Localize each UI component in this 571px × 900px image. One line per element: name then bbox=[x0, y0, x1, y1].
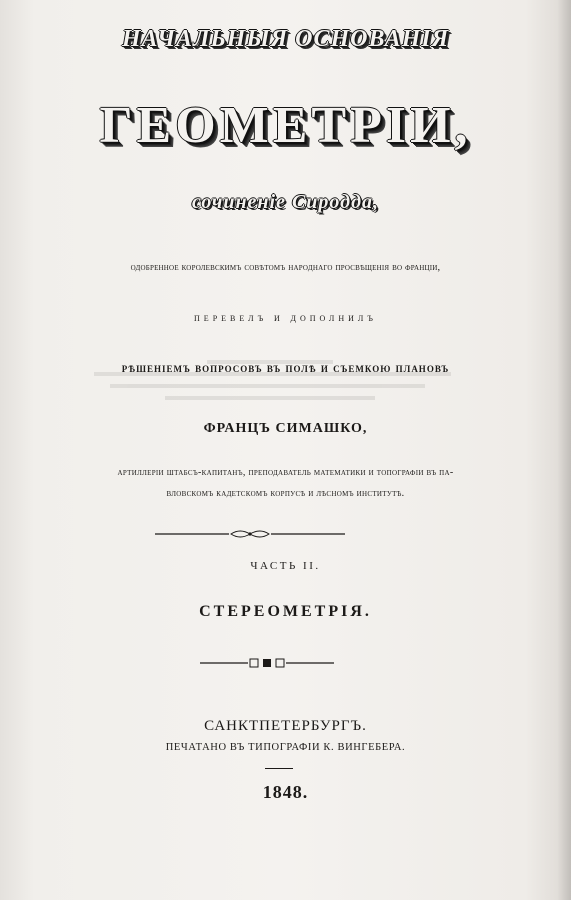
main-title: ГЕОМЕТРІИ, bbox=[99, 97, 472, 154]
author-line: сочиненіе Сиродда, bbox=[191, 191, 380, 213]
part-number: ЧАСТЬ II. bbox=[250, 560, 321, 572]
part-title: СТЕРЕОМЕТРІЯ. bbox=[199, 603, 372, 620]
translator-name: ФРАНЦЪ СИМАШКО, bbox=[203, 421, 368, 436]
title-line-1: НАЧАЛЬНЫЯ ОСНОВАНІЯ bbox=[121, 26, 450, 52]
translator-line: перевелъ и дополнилъ bbox=[194, 312, 377, 324]
year: 1848. bbox=[262, 782, 309, 802]
ornamental-rule-top bbox=[155, 527, 345, 541]
approval-line: одобренное королевскимъ совѣтомъ народнаго просвѣщенія во франціи, bbox=[130, 262, 441, 273]
printer: ПЕЧАТАНО ВЪ ТИПОГРАФІИ К. ВИНГЕБЕРА. bbox=[165, 742, 406, 753]
affiliation-line-1: артиллеріи штабсъ-капитанъ, преподаватель математики и топографіи въ па- bbox=[117, 467, 454, 478]
city: САНКТПЕТЕРБУРГЪ. bbox=[204, 718, 367, 734]
affiliation-line-2: вловскомъ кадетскомъ корпусѣ и лѣсномъ институтѣ. bbox=[166, 488, 405, 499]
ornamental-rule-bottom bbox=[200, 656, 334, 670]
supplement-line: рѣшеніемъ вопросовъ въ полѣ и съемкою плановъ bbox=[121, 360, 450, 375]
short-rule bbox=[265, 768, 293, 769]
